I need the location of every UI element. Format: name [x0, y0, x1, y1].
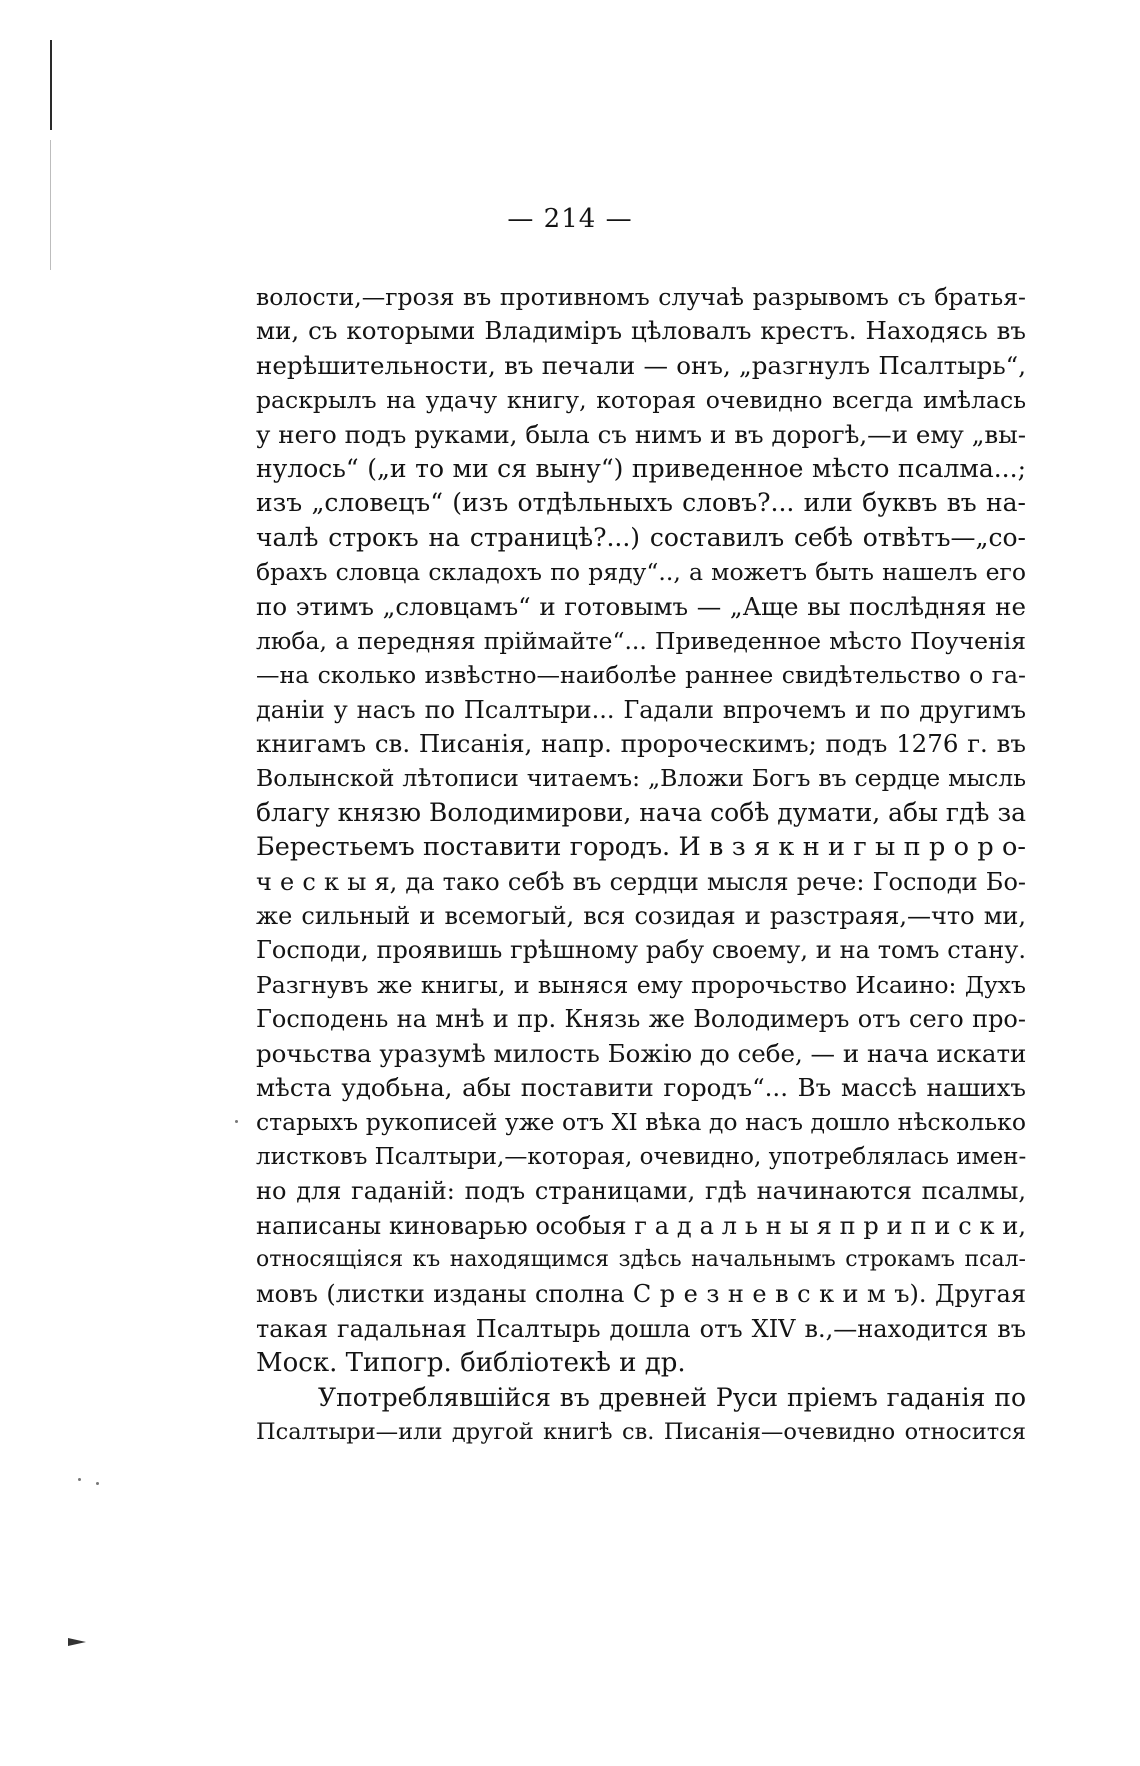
text-line: Разгнувъ же книгы, и выняся ему пророчьство Исаино: Духъ [256, 970, 1026, 999]
text-line: Господи, проявишь грѣшному рабу своему, и на томъ стану. [256, 936, 1026, 965]
margin-scan-line [50, 40, 52, 130]
text-line: такая гадальная Псалтырь дошла отъ XIV в.,—находится въ [256, 1314, 1026, 1343]
text-line: благу князю Володимирови, нача собѣ думати, абы гдѣ за [256, 797, 1026, 827]
text-line: ми, съ которыми Владиміръ цѣловалъ крестъ. Находясь въ [256, 316, 1026, 346]
text-line: мѣста удобьна, абы поставити городъ“... Въ массѣ нашихъ [256, 1072, 1026, 1102]
text-line: Берестьемъ поставити городъ. И в з я к н и г ы п р о р о- [256, 832, 1026, 863]
text-line: книгамъ св. Писанія, напр. пророческимъ; подъ 1276 г. въ [256, 729, 1026, 759]
text-line: волости,—грозя въ противномъ случаѣ разрывомъ съ братья- [256, 283, 1026, 311]
text-line: Волынской лѣтописи читаемъ: „Вложи Богъ въ сердце мысль [256, 764, 1026, 793]
scan-speck [96, 1482, 99, 1485]
text-line: по этимъ „словцамъ“ и готовымъ — „Аще вы послѣдняя не [256, 591, 1026, 621]
text-line: брахъ словца складохъ по ряду“.., а можетъ быть нашелъ его [256, 558, 1026, 587]
text-line: Господень на мнѣ и пр. Князь же Володимеръ отъ сего про- [256, 1005, 1026, 1034]
text-line: чалѣ строкъ на страницѣ?...) составилъ себѣ отвѣтъ—„со- [256, 522, 1026, 552]
text-line: Псалтыри—или другой книгѣ св. Писанія—очевидно относится [256, 1418, 1026, 1445]
text-line: люба, а передняя пріймайте“... Приведенное мѣсто Поученія [256, 626, 1026, 655]
text-line: но для гаданій: подъ страницами, гдѣ начинаются псалмы, [256, 1177, 1026, 1206]
scan-arrow-mark [68, 1638, 86, 1646]
text-line: нерѣшительности, въ печали — онъ, „разгнулъ Псалтырь“, [256, 350, 1026, 380]
scan-speck [235, 1120, 238, 1123]
text-line: нулось“ („и то ми ся выну“) приведенное мѣсто псалма...; [256, 453, 1026, 483]
text-line: относящіяся къ находящимся здѣсь начальнымъ строкамъ псал- [256, 1246, 1026, 1272]
page-number: — 214 — [507, 204, 633, 234]
text-line: мовъ (листки изданы сполна С р е з н е в с к и м ъ). Другая [256, 1280, 1026, 1309]
text-line: раскрылъ на удачу книгу, которая очевидно всегда имѣлась [256, 386, 1026, 415]
text-line: рочьства уразумѣ милость Божію до себе, — и нача искати [256, 1038, 1026, 1068]
text-line: старыхъ рукописей уже отъ XI вѣка до насъ дошло нѣсколько [256, 1108, 1026, 1137]
text-line: же сильный и всемогый, вся созидая и разстраяя,—что ми, [256, 902, 1026, 931]
text-line: у него подъ руками, была съ нимъ и въ дорогѣ,—и ему „вы- [256, 419, 1026, 449]
text-line: —на сколько извѣстно—наиболѣе раннее свидѣтельство о га- [256, 661, 1026, 690]
scan-speck [78, 1478, 81, 1481]
text-line-paragraph-end: Моск. Типогр. библіотекѣ и др. [256, 1348, 686, 1379]
text-line: ч е с к ы я, да тако себѣ въ сердци мысля рече: Господи Бо- [256, 867, 1026, 896]
text-line: даніи у насъ по Псалтыри... Гадали впрочемъ и по другимъ [256, 695, 1026, 724]
text-line: написаны киноварью особыя г а д а л ь н ы я п р и п и с к и, [256, 1211, 1026, 1240]
text-line-paragraph-start: Употреблявшійся въ древней Руси пріемъ гаданія по [318, 1382, 1026, 1412]
text-line: изъ „словецъ“ (изъ отдѣльныхъ словъ?... или буквъ въ на- [256, 488, 1026, 518]
body-text [256, 280, 1026, 1449]
text-line: листковъ Псалтыри,—которая, очевидно, употреблялась имен- [256, 1143, 1026, 1170]
